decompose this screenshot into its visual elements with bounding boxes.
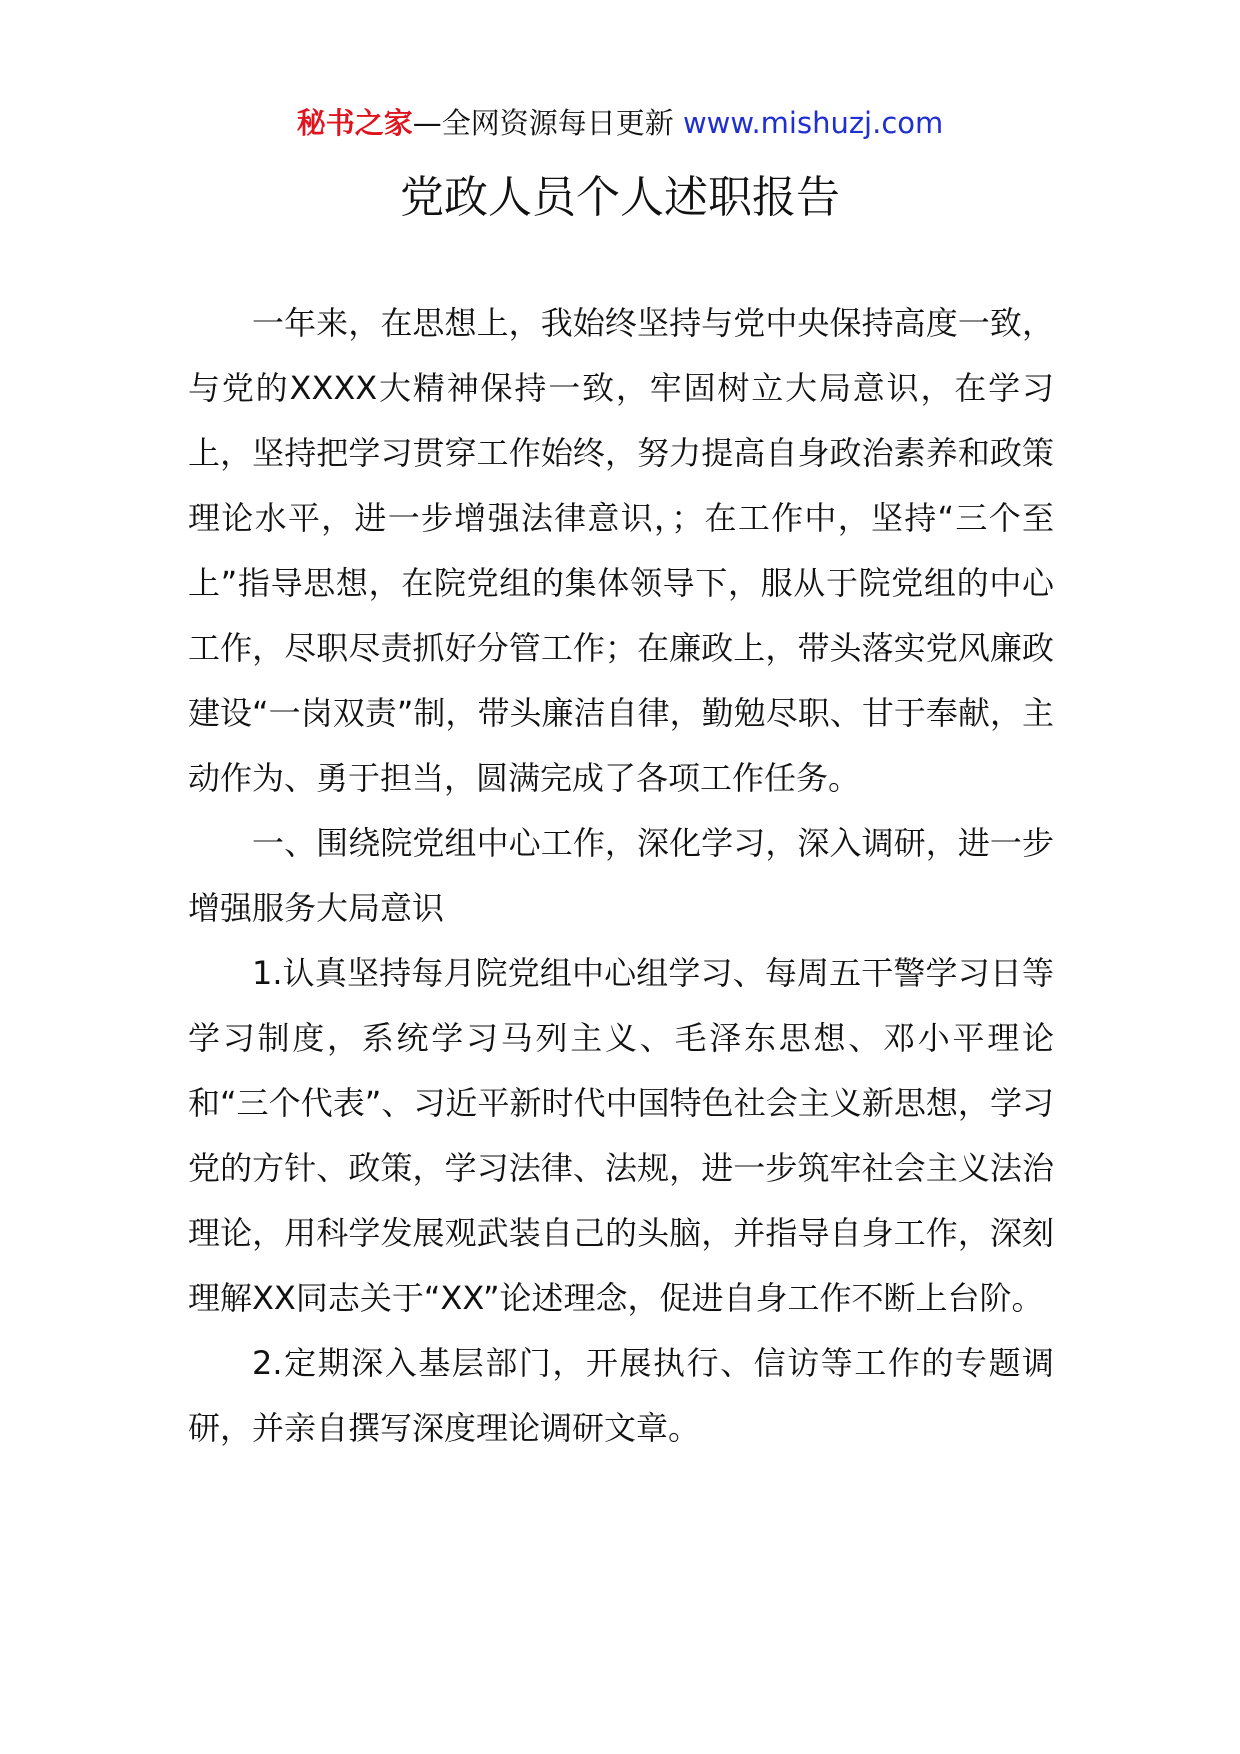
- section-heading-1: 一、围绕院党组中心工作，深化学习，深入调研，进一步增强服务大局意识: [188, 824, 1054, 927]
- document-body: [188, 291, 1054, 1461]
- paragraph-item-2: 2.定期深入基层部门，开展执行、信访等工作的专题调研，并亲自撰写深度理论调研文章。: [188, 1344, 1054, 1447]
- paragraph-intro: 一年来，在思想上，我始终坚持与党中央保持高度一致，与党的XXXX大精神保持一致，牢固树立大局意识，在学习上，坚持把学习贯穿工作始终，努力提高自身政治素养和政策理论水平，进一步增强法律意识，；在工作中，坚持“三个至上”指导思想，在院党组的集体领导下，服从于院党组的中心工作，尽职尽责抓好分管工作；在廉政上，带头落实党风廉政建设“一岗双责”制，带头廉洁自律，勤勉尽职、甘于奉献，主动作为、勇于担当，圆满完成了各项工作任务。: [188, 304, 1054, 797]
- banner-tagline: —全网资源每日更新: [412, 106, 674, 140]
- site-banner: [0, 103, 1240, 143]
- site-url-link[interactable]: www.mishuzj.com: [682, 106, 944, 140]
- brand-name: 秘书之家: [296, 106, 413, 140]
- paragraph-item-1: 1.认真坚持每月院党组中心组学习、每周五干警学习日等学习制度，系统学习马列主义、毛泽东思想、邓小平理论和“三个代表”、习近平新时代中国特色社会主义新思想，学习党的方针、政策，学习法律、法规，进一步筑牢社会主义法治理论，用科学发展观武装自己的头脑，并指导自身工作，深刻理解XX同志关于“XX”论述理念，促进自身工作不断上台阶。: [188, 954, 1054, 1317]
- document-title: 党政人员个人述职报告: [400, 172, 840, 223]
